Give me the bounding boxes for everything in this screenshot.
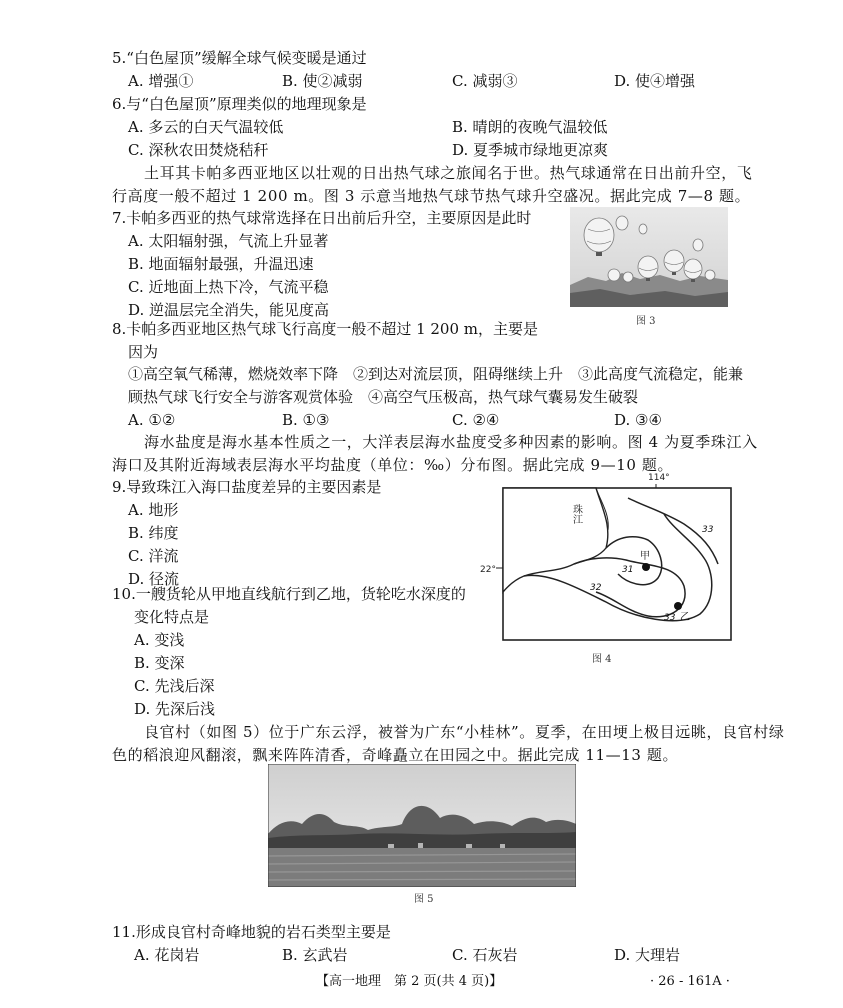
q9-option-b: B. 纬度 — [128, 524, 179, 542]
fig5-karst-landscape-photo — [268, 764, 576, 887]
q8-option-d: D. ③④ — [614, 411, 662, 429]
q6-option-a: A. 多云的白天气温较低 — [128, 118, 284, 136]
q10-option-b: B. 变深 — [134, 654, 185, 672]
q6-option-d: D. 夏季城市绿地更凉爽 — [452, 141, 609, 159]
fig4-salinity-map — [478, 468, 738, 648]
fig4-river-label: 珠江 — [570, 504, 582, 524]
passage2-line-2: 海口及其附近海域表层海水平均盐度（单位：‰）分布图。据此完成 9—10 题。 — [112, 456, 674, 474]
footer-page-label: 【高一地理 第 2 页(共 4 页)】 — [316, 974, 503, 989]
q6-option-c: C. 深秋农田焚烧秸秆 — [128, 141, 269, 159]
q10-option-a: A. 变浅 — [134, 631, 185, 649]
fig4-point-a-marker — [642, 563, 650, 571]
fig4-lat-label: 22° — [480, 565, 496, 575]
q9-option-a: A. 地形 — [128, 501, 179, 519]
fig4-caption: 图 4 — [592, 654, 612, 665]
fig3-caption: 图 3 — [636, 316, 656, 327]
q8-option-c: C. ②④ — [452, 411, 500, 429]
q7-option-d: D. 逆温层完全消失，能见度高 — [128, 301, 330, 319]
fig3-balloon-photo — [570, 207, 728, 307]
passage1-line-1: 土耳其卡帕多西亚地区以壮观的日出热气球之旅闻名于世。热气球通常在日出前升空，飞 — [144, 164, 753, 182]
q7-stem: 7.卡帕多西亚的热气球常选择在日出前后升空，主要原因是此时 — [112, 209, 532, 227]
q8-statements-line-2: 顾热气球飞行安全与游客观赏体验 ④高空气压极高，热气球气囊易发生破裂 — [128, 388, 639, 406]
q11-option-a: A. 花岗岩 — [134, 946, 200, 964]
footer-doc-code: · 26 - 161A · — [650, 974, 730, 989]
q10-option-c: C. 先浅后深 — [134, 677, 215, 695]
q10-option-d: D. 先深后浅 — [134, 700, 216, 718]
q7-option-b: B. 地面辐射最强，升温迅速 — [128, 255, 314, 273]
fig4-point-b-label: 乙 — [680, 612, 690, 623]
q6-stem: 6.与“白色屋顶”原理类似的地理现象是 — [112, 95, 367, 113]
passage2-line-1: 海水盐度是海水基本性质之一，大洋表层海水盐度受多种因素的影响。图 4 为夏季珠江入 — [144, 433, 758, 451]
fig4-isoline-33-east-label: 33 — [702, 525, 714, 535]
fig4-isoline-33-label: 33 — [664, 613, 676, 623]
fig4-isoline-31-label: 31 — [622, 565, 634, 575]
fig4-isoline-32-label: 32 — [590, 583, 602, 593]
passage1-line-2: 行高度一般不超过 1 200 m。图 3 示意当地热气球节热气球升空盛况。据此完成 7—8 题。 — [112, 187, 751, 205]
q6-option-b: B. 晴朗的夜晚气温较低 — [452, 118, 608, 136]
passage3-line-2: 色的稻浪迎风翻滚，飘来阵阵清香，奇峰矗立在田园之中。据此完成 11—13 题。 — [112, 746, 679, 764]
q5-option-c: C. 减弱③ — [452, 72, 518, 90]
q8-option-a: A. ①② — [128, 411, 176, 429]
fig4-point-b-marker — [674, 602, 682, 610]
q5-stem: 5.“白色屋顶”缓解全球气候变暖是通过 — [112, 49, 367, 67]
fig4-point-a-label: 甲 — [640, 551, 650, 562]
q5-option-d: D. 使④增强 — [614, 72, 696, 90]
q11-stem: 11.形成良官村奇峰地貌的岩石类型主要是 — [112, 923, 391, 941]
q11-option-b: B. 玄武岩 — [282, 946, 348, 964]
q9-option-c: C. 洋流 — [128, 547, 179, 565]
q9-option-d: D. 径流 — [128, 570, 180, 588]
q5-option-b: B. 使②减弱 — [282, 72, 363, 90]
q10-stem-line-2: 变化特点是 — [134, 608, 210, 626]
passage3-line-1: 良官村（如图 5）位于广东云浮，被誉为广东“小桂林”。夏季，在田埂上极目远眺，良官村绿 — [144, 723, 785, 741]
q11-option-d: D. 大理岩 — [614, 946, 681, 964]
q8-stem-line-1: 8.卡帕多西亚地区热气球飞行高度一般不超过 1 200 m，主要是 — [112, 320, 539, 338]
q11-option-c: C. 石灰岩 — [452, 946, 518, 964]
q8-statements-line-1: ①高空氧气稀薄，燃烧效率下降 ②到达对流层顶，阻碍继续上升 ③此高度气流稳定，能兼 — [128, 365, 744, 383]
q8-option-b: B. ①③ — [282, 411, 330, 429]
q10-stem-line-1: 10.一艘货轮从甲地直线航行到乙地，货轮吃水深度的 — [112, 585, 466, 603]
fig4-lon-label: 114° — [648, 473, 670, 483]
q8-stem-line-2: 因为 — [128, 343, 159, 361]
fig5-caption: 图 5 — [414, 894, 434, 905]
q5-option-a: A. 增强① — [128, 72, 194, 90]
q7-option-a: A. 太阳辐射强，气流上升显著 — [128, 232, 329, 250]
q7-option-c: C. 近地面上热下冷，气流平稳 — [128, 278, 329, 296]
q9-stem: 9.导致珠江入海口盐度差异的主要因素是 — [112, 478, 382, 496]
